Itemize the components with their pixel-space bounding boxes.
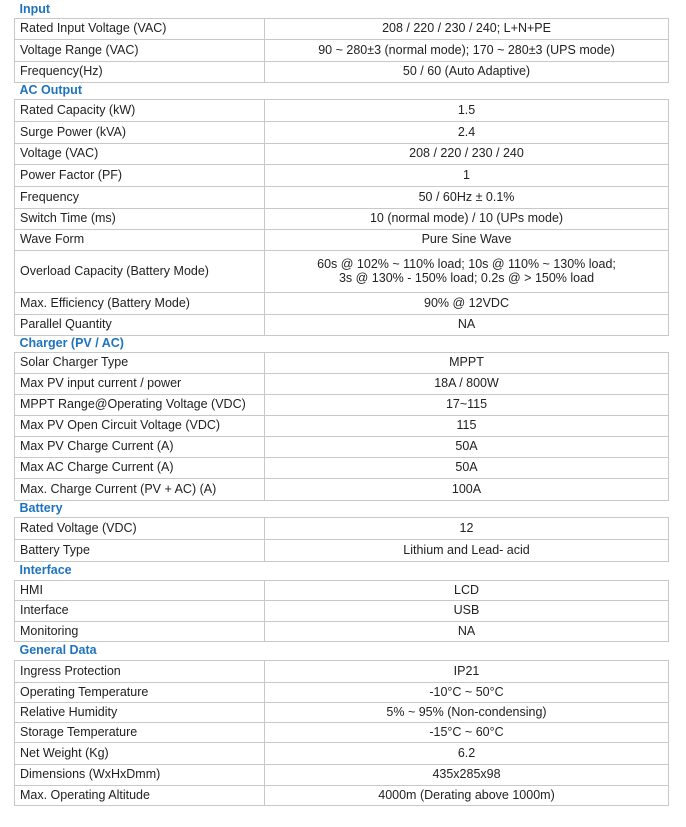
spec-row [15,99,669,121]
spec-label: Rated Capacity (kW) [15,99,265,121]
spec-value: -15°C ~ 60°C [265,722,669,742]
spec-label: Switch Time (ms) [15,208,265,229]
spec-label: Frequency [15,186,265,208]
spec-row [15,764,669,785]
spec-row [15,621,669,641]
spec-label: Storage Temperature [15,722,265,742]
spec-row [15,580,669,600]
spec-label: Dimensions (WxHxDmm) [15,764,265,785]
spec-row [15,457,669,478]
spec-value: 100A [265,478,669,500]
spec-row [15,352,669,373]
spec-row [15,682,669,702]
spec-value: 435x285x98 [265,764,669,785]
spec-label: Net Weight (Kg) [15,742,265,764]
spec-value: 90 ~ 280±3 (normal mode); 170 ~ 280±3 (UPS mode) [265,39,669,61]
spec-value: 50 / 60Hz ± 0.1% [265,186,669,208]
spec-row [15,292,669,314]
spec-row [15,478,669,500]
spec-value: 17~115 [265,394,669,415]
spec-row [15,785,669,805]
spec-row [15,18,669,39]
spec-label: Operating Temperature [15,682,265,702]
section-title: Interface [19,563,72,578]
spec-row [15,600,669,621]
spec-value-line: 3s @ 130% - 150% load; 0.2s @ > 150% load [338,271,595,285]
spec-value: -10°C ~ 50°C [265,682,669,702]
spec-label: HMI [15,580,265,600]
spec-value: 50 / 60 (Auto Adaptive) [265,61,669,82]
spec-row [15,143,669,164]
spec-row [15,436,669,457]
section-header [15,500,669,517]
spec-row [15,229,669,250]
section-title: General Data [19,643,97,658]
spec-value: 5% ~ 95% (Non-condensing) [265,702,669,722]
spec-row [15,314,669,335]
spec-value: 6.2 [265,742,669,764]
spec-row [15,250,669,292]
spec-row [15,722,669,742]
spec-value: 1.5 [265,99,669,121]
spec-value: 50A [265,436,669,457]
section-title: Input [19,1,51,16]
spec-label: Max. Efficiency (Battery Mode) [15,292,265,314]
section-title: AC Output [19,83,82,98]
spec-value-line: 60s @ 102% ~ 110% load; 10s @ 110% ~ 130% load; [317,256,616,271]
spec-label: Power Factor (PF) [15,164,265,186]
section-title: Battery [19,501,63,516]
section-header [15,561,669,580]
spec-value: 1 [265,164,669,186]
spec-value: MPPT [265,352,669,373]
spec-label: Frequency(Hz) [15,61,265,82]
spec-value: NA [265,621,669,641]
spec-row [15,394,669,415]
spec-label: Max PV input current / power [15,373,265,394]
spec-table [14,0,669,806]
spec-row [15,39,669,61]
spec-row [15,539,669,561]
spec-label: Max PV Charge Current (A) [15,436,265,457]
spec-row [15,660,669,682]
spec-value: 50A [265,457,669,478]
spec-value: IP21 [265,660,669,682]
spec-label: Voltage Range (VAC) [15,39,265,61]
spec-value: LCD [265,580,669,600]
spec-row [15,742,669,764]
spec-row [15,164,669,186]
spec-label: Interface [15,600,265,621]
spec-label: Max. Operating Altitude [15,785,265,805]
spec-label: MPPT Range@Operating Voltage (VDC) [15,394,265,415]
spec-table-body [15,0,669,805]
spec-row [15,517,669,539]
spec-value: USB [265,600,669,621]
spec-label: Rated Voltage (VDC) [15,517,265,539]
spec-row [15,373,669,394]
spec-label: Solar Charger Type [15,352,265,373]
spec-value: 115 [265,415,669,436]
section-title: Charger (PV / AC) [19,336,124,351]
spec-label: Overload Capacity (Battery Mode) [15,250,265,292]
spec-row [15,208,669,229]
spec-row [15,415,669,436]
spec-label: Max AC Charge Current (A) [15,457,265,478]
spec-label: Ingress Protection [15,660,265,682]
spec-label: Monitoring [15,621,265,641]
spec-value: 208 / 220 / 230 / 240; L+N+PE [265,18,669,39]
spec-label: Parallel Quantity [15,314,265,335]
spec-row [15,702,669,722]
spec-row [15,61,669,82]
spec-label: Wave Form [15,229,265,250]
spec-label: Battery Type [15,539,265,561]
spec-value: Lithium and Lead- acid [265,539,669,561]
section-header [15,335,669,352]
spec-label: Rated Input Voltage (VAC) [15,18,265,39]
spec-label: Voltage (VAC) [15,143,265,164]
spec-label: Surge Power (kVA) [15,121,265,143]
spec-value: 2.4 [265,121,669,143]
spec-value: NA [265,314,669,335]
spec-row [15,121,669,143]
spec-value: 90% @ 12VDC [265,292,669,314]
spec-value: 12 [265,517,669,539]
spec-label: Relative Humidity [15,702,265,722]
section-header [15,82,669,99]
spec-row [15,186,669,208]
spec-value: Pure Sine Wave [265,229,669,250]
spec-value: 18A / 800W [265,373,669,394]
spec-label: Max PV Open Circuit Voltage (VDC) [15,415,265,436]
spec-value [265,250,669,292]
section-header [15,0,669,18]
spec-value: 208 / 220 / 230 / 240 [265,143,669,164]
spec-value: 10 (normal mode) / 10 (UPs mode) [265,208,669,229]
spec-label: Max. Charge Current (PV + AC) (A) [15,478,265,500]
spec-value: 4000m (Derating above 1000m) [265,785,669,805]
section-header [15,641,669,660]
